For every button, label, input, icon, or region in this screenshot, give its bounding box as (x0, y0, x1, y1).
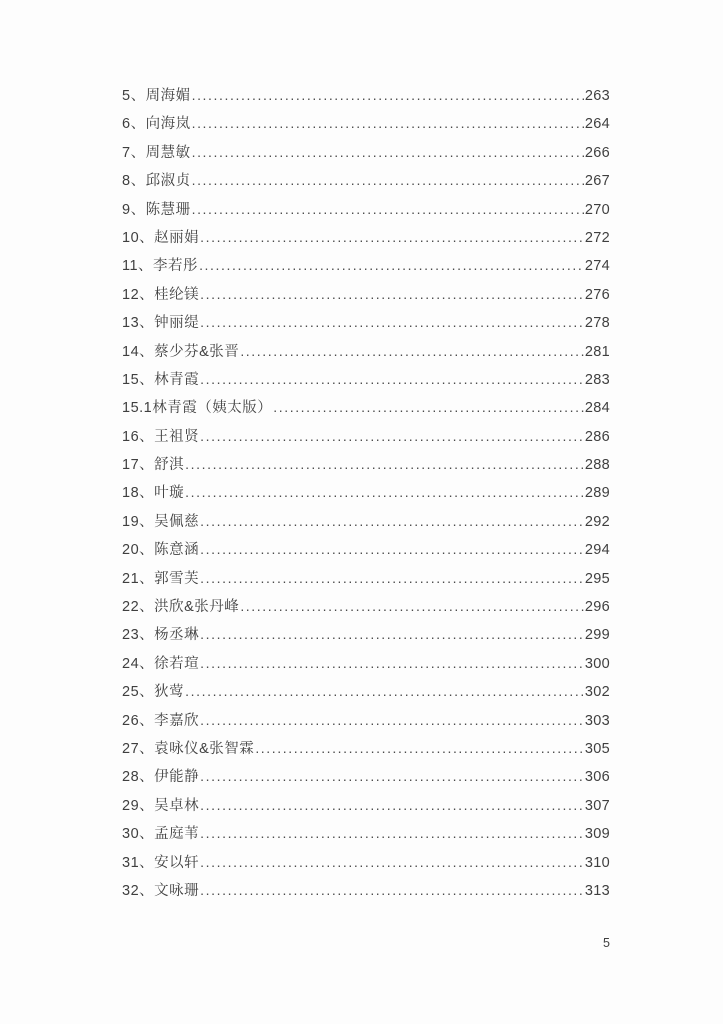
toc-dot-leader (200, 712, 584, 729)
toc-entry (122, 198, 610, 226)
toc-entry-title: 29、吴卓林 (122, 797, 200, 814)
toc-entry-title: 21、郭雪芙 (122, 570, 200, 587)
toc-entry-page: 278 (584, 315, 610, 332)
toc-entry (122, 623, 610, 651)
toc-dot-leader (200, 229, 584, 246)
toc-entry (122, 396, 610, 424)
toc-dot-leader (192, 87, 584, 104)
toc-entry-page: 294 (584, 542, 610, 559)
toc-entry (122, 425, 610, 453)
toc-entry-title: 16、王祖贤 (122, 428, 200, 445)
toc-entry-title: 17、舒淇 (122, 457, 185, 474)
toc-entry (122, 822, 610, 850)
toc-entry (122, 567, 610, 595)
toc-entry-title: 5、周海媚 (122, 88, 191, 104)
toc-entry-page: 281 (584, 343, 610, 360)
toc-dot-leader (200, 882, 584, 899)
toc-dot-leader (200, 541, 584, 558)
toc-entry (122, 709, 610, 737)
toc-entry-page: 296 (584, 599, 610, 616)
toc-entry (122, 254, 610, 282)
toc-entry-page: 267 (584, 173, 610, 190)
toc-entry (122, 851, 610, 879)
table-of-contents (122, 84, 610, 907)
toc-entry-title: 7、周慧敏 (122, 144, 191, 161)
toc-entry (122, 453, 610, 481)
toc-entry-page: 307 (584, 797, 610, 814)
toc-entry-title: 8、邱淑贞 (122, 173, 191, 190)
toc-entry-title: 14、蔡少芬&张晋 (122, 343, 240, 360)
toc-dot-leader (200, 854, 584, 871)
toc-dot-leader (192, 201, 584, 218)
toc-entry (122, 226, 610, 254)
toc-entry-page: 288 (584, 457, 610, 474)
toc-entry (122, 510, 610, 538)
toc-entry (122, 368, 610, 396)
page-number: 5 (603, 936, 610, 950)
toc-entry-page: 295 (584, 570, 610, 587)
toc-entry-page: 264 (584, 116, 610, 133)
toc-dot-leader (200, 286, 584, 303)
toc-entry-page: 270 (584, 201, 610, 218)
toc-entry (122, 283, 610, 311)
toc-entry-page: 300 (584, 655, 610, 672)
toc-entry-page: 283 (584, 371, 610, 388)
toc-entry-page: 310 (584, 854, 610, 871)
toc-entry-title: 15.1林青霞（姨太版） (122, 400, 273, 417)
toc-entry-title: 23、杨丞琳 (122, 627, 200, 644)
toc-entry (122, 169, 610, 197)
toc-dot-leader (200, 314, 584, 331)
toc-entry-page: 292 (584, 513, 610, 530)
toc-entry (122, 538, 610, 566)
toc-dot-leader (200, 825, 584, 842)
toc-entry-title: 24、徐若瑄 (122, 655, 200, 672)
toc-entry-page: 274 (584, 258, 610, 275)
toc-entry (122, 481, 610, 509)
toc-entry-page: 302 (584, 684, 610, 701)
toc-entry-title: 6、向海岚 (122, 116, 191, 133)
toc-entry-title: 19、吴佩慈 (122, 513, 200, 530)
toc-entry (122, 680, 610, 708)
toc-dot-leader (200, 768, 584, 785)
toc-dot-leader (199, 257, 584, 274)
toc-entry (122, 340, 610, 368)
toc-entry (122, 652, 610, 680)
toc-entry-title: 27、袁咏仪&张智霖 (122, 740, 255, 757)
toc-entry-page: 263 (584, 88, 610, 104)
toc-entry (122, 84, 610, 112)
toc-entry-page: 289 (584, 485, 610, 502)
toc-entry-title: 13、钟丽缇 (122, 315, 200, 332)
toc-entry (122, 879, 610, 907)
toc-entry-page: 309 (584, 826, 610, 843)
toc-dot-leader (273, 399, 584, 416)
toc-entry-title: 25、狄莺 (122, 684, 185, 701)
toc-dot-leader (200, 626, 584, 643)
toc-entry-page: 306 (584, 769, 610, 786)
toc-entry-title: 15、林青霞 (122, 371, 200, 388)
toc-entry-title: 31、安以轩 (122, 854, 200, 871)
toc-entry (122, 765, 610, 793)
toc-entry-title: 11、李若彤 (122, 258, 199, 275)
toc-entry (122, 141, 610, 169)
toc-entry-title: 9、陈慧珊 (122, 201, 191, 218)
toc-entry-page: 299 (584, 627, 610, 644)
toc-entry (122, 112, 610, 140)
toc-entry-page: 284 (584, 400, 610, 417)
toc-entry-page: 305 (584, 740, 610, 757)
toc-entry-title: 10、赵丽娟 (122, 229, 200, 246)
toc-entry-title: 26、李嘉欣 (122, 712, 200, 729)
toc-entry (122, 794, 610, 822)
toc-entry-title: 28、伊能静 (122, 769, 200, 786)
toc-dot-leader (200, 428, 584, 445)
toc-dot-leader (200, 371, 584, 388)
toc-dot-leader (192, 172, 584, 189)
toc-dot-leader (185, 683, 584, 700)
toc-entry (122, 737, 610, 765)
toc-entry-title: 18、叶璇 (122, 485, 185, 502)
toc-dot-leader (200, 570, 584, 587)
toc-dot-leader (255, 740, 584, 757)
toc-entry-title: 32、文咏珊 (122, 882, 200, 899)
toc-dot-leader (200, 797, 584, 814)
toc-dot-leader (240, 343, 584, 360)
toc-entry (122, 311, 610, 339)
toc-entry-page: 313 (584, 882, 610, 899)
toc-dot-leader (192, 115, 584, 132)
toc-dot-leader (185, 456, 584, 473)
toc-entry-title: 22、洪欣&张丹峰 (122, 599, 240, 616)
toc-entry-page: 303 (584, 712, 610, 729)
toc-entry-page: 266 (584, 144, 610, 161)
toc-dot-leader (185, 484, 584, 501)
toc-entry-page: 286 (584, 428, 610, 445)
toc-entry-title: 30、孟庭苇 (122, 826, 200, 843)
toc-entry-title: 12、桂纶镁 (122, 286, 200, 303)
toc-dot-leader (200, 655, 584, 672)
toc-dot-leader (200, 513, 584, 530)
toc-entry (122, 595, 610, 623)
toc-entry-page: 272 (584, 229, 610, 246)
toc-dot-leader (192, 144, 584, 161)
toc-entry-title: 20、陈意涵 (122, 542, 200, 559)
toc-entry-page: 276 (584, 286, 610, 303)
toc-dot-leader (240, 598, 584, 615)
